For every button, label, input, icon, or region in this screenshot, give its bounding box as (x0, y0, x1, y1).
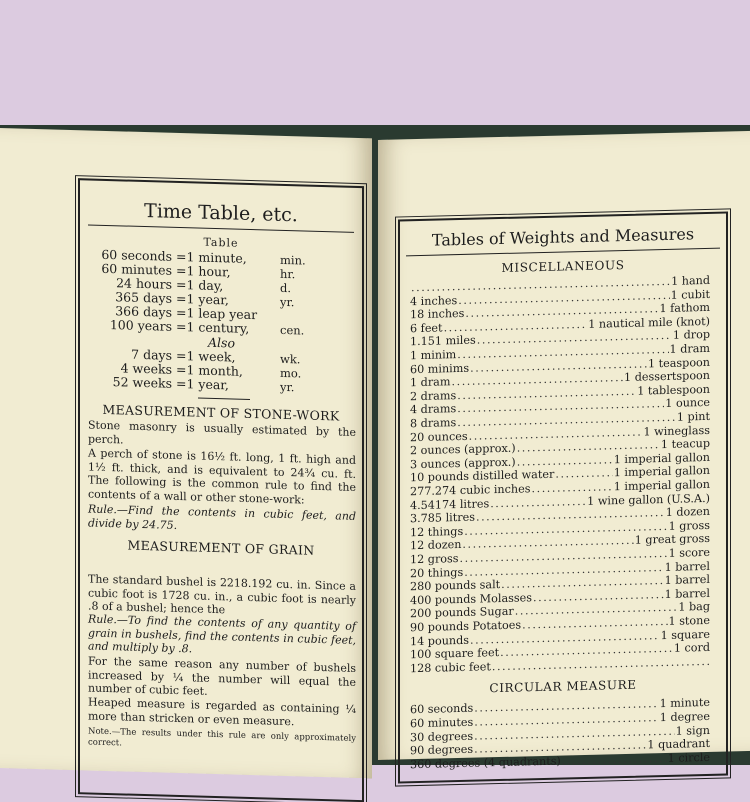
measure-equivalent: 1 tablespoon (637, 382, 710, 398)
measure-quantity: 1 dram (410, 375, 451, 390)
measure-quantity: 3.785 litres (410, 510, 475, 526)
measure-quantity: 18 inches (410, 307, 465, 322)
page-title: Tables of Weights and Measures (431, 224, 695, 250)
measure-equivalent: 1 square (660, 627, 710, 642)
dot-leader (562, 752, 667, 768)
stone-heading: MEASUREMENT OF STONE-WORK (102, 401, 340, 424)
left-page-frame (78, 178, 364, 802)
right-page-frame (398, 211, 728, 783)
measure-equivalent: 1 imperial gallon (613, 464, 710, 480)
measure-quantity: 360 degrees (4 quadrants) (410, 754, 561, 772)
measure-quantity: 14 pounds (410, 633, 470, 648)
time-row: 60 minutes =1 hour, hr. (101, 260, 296, 282)
measure-quantity: 8 drams (410, 416, 457, 431)
measure-quantity: 20 ounces (410, 429, 468, 444)
misc-heading: MISCELLANEOUS (501, 257, 625, 275)
measure-quantity: 2 ounces (approx.) (410, 441, 516, 458)
time-row: 7 days =1 week, wk. (131, 346, 301, 367)
grain-heading: MEASUREMENT OF GRAIN (127, 537, 315, 558)
dot-leader (555, 467, 612, 481)
measure-equivalent: 1 gross (668, 518, 710, 533)
grain-paragraph: The standard bushel is 2218.192 cu. in. Since a cubic foot is 1728 cu. in., a cubic foot is nearly .8 of a bushel; hence the (88, 572, 356, 617)
measure-equivalent: 1 drop (672, 328, 710, 343)
measure-equivalent: 1 cord (673, 641, 710, 655)
measure-equivalent: 1 hand (671, 273, 710, 288)
stone-rule: Rule.—Find the contents in cubic feet, and divide by 24.75. (88, 502, 356, 532)
measure-quantity: 90 pounds Potatoes (410, 618, 522, 635)
measure-quantity: 277.274 cubic inches (410, 482, 531, 499)
measure-equivalent: 1 minute (659, 696, 710, 711)
measure-quantity: 6 feet (410, 321, 443, 336)
measure-quantity: 4 inches (410, 293, 458, 308)
measure-equivalent: 1 dessertspoon (624, 369, 710, 385)
time-row: 100 years =1 century, cen. (109, 317, 305, 338)
time-row: 365 days =1 year, yr. (115, 289, 295, 310)
measure-equivalent: 1 barrel (664, 559, 710, 574)
measure-quantity: 60 minutes (410, 715, 474, 731)
measure-quantity: 400 pounds Molasses (410, 591, 532, 608)
measure-quantity: 3 ounces (approx.) (410, 455, 516, 472)
measure-quantity: 60 seconds (410, 702, 474, 717)
circular-heading: CIRCULAR MEASURE (489, 678, 637, 696)
time-row: 24 hours =1 day, d. (116, 275, 292, 296)
time-row: 4 weeks =1 month, mo. (120, 360, 302, 381)
right-page (378, 131, 750, 772)
measure-equivalent: 1 cubit (670, 287, 710, 302)
measure-equivalent: 1 barrel (664, 586, 710, 601)
measure-quantity: 12 dozen (410, 538, 462, 553)
measure-quantity: 200 pounds Sugar (410, 605, 514, 621)
measure-quantity: 30 degrees (410, 729, 474, 744)
measure-equivalent: 1 imperial gallon (613, 477, 710, 494)
measure-quantity: 12 gross (410, 552, 459, 567)
stone-paragraph: A perch of stone is 16½ ft. long, 1 ft. high and 1½ ft. thick, and is equivalent to 24¾ cu. ft. The following is the common rule to find the contents of a wall or other stone-work: (88, 446, 356, 507)
measure-equivalent: 1 barrel (664, 573, 710, 588)
measure-equivalent: 1 great gross (634, 532, 710, 548)
measure-equivalent: 1 degree (659, 709, 710, 725)
measure-equivalent: 1 wineglass (643, 423, 710, 439)
measure-quantity: 280 pounds salt (410, 578, 501, 594)
measure-quantity: 12 things (410, 524, 464, 540)
measure-equivalent: 1 pint (676, 409, 710, 424)
measure-quantity: 60 minims (410, 361, 470, 376)
grain-rule: Rule.—To find the contents of any quantity of grain in bushels, find the contents in cubic feet, and multiply by .8. (88, 612, 356, 656)
measure-quantity: 20 things (410, 565, 464, 580)
stone-paragraph: Stone masonry is usually estimated by the perch. (88, 418, 356, 446)
measure-equivalent: 1 sign (675, 723, 710, 738)
measure-equivalent: 1 stone (668, 613, 710, 628)
measure-equivalent: 1 imperial gallon (613, 450, 710, 467)
measure-quantity: 10 pounds distilled water (410, 468, 555, 485)
measure-equivalent: 1 teacup (660, 437, 710, 452)
measure-equivalent: 1 bag (678, 600, 710, 615)
measure-equivalent: 1 quadrant (647, 737, 710, 752)
time-row: 366 days =1 leap year (115, 303, 258, 323)
dot-leader (531, 480, 612, 495)
measure-equivalent: 1 dram (669, 341, 710, 356)
measure-equivalent: 1 teaspoon (647, 355, 710, 370)
measure-equivalent: 1 wine gallon (U.S.A.) (587, 491, 710, 508)
measure-quantity: 4 drams (410, 402, 457, 417)
time-row: 52 weeks =1 year, yr. (112, 374, 295, 395)
page-title: Time Table, etc. (144, 200, 298, 227)
measure-quantity: 128 cubic feet (410, 660, 491, 676)
measure-quantity: 2 drams (410, 388, 457, 404)
also-label: Also (208, 334, 235, 351)
measure-equivalent: 1 score (668, 545, 710, 560)
measure-equivalent: 1 nautical mile (knot) (588, 314, 710, 331)
grain-paragraph: Heaped measure is regarded as containing ¼ more than stricken or even measure. (88, 695, 356, 728)
time-row: 60 seconds =1 minute, min. (101, 246, 306, 268)
section-rule (198, 398, 250, 400)
measure-quantity: 1 minim (410, 348, 457, 363)
table-heading: Table (203, 235, 239, 250)
measure-quantity: 1.151 miles (410, 334, 476, 349)
grain-note: Note.—The results under this rule are only approximately correct. (88, 726, 356, 748)
measure-equivalent: 1 ounce (665, 396, 710, 411)
measure-quantity: 4.54174 litres (410, 496, 490, 512)
measure-quantity: 90 degrees (410, 742, 474, 758)
grain-paragraph: For the same reason any number of bushels increased by ¼ the number will equal the number of cubic feet. (88, 654, 356, 698)
left-page (0, 128, 372, 778)
measure-quantity: 100 square feet (410, 646, 500, 662)
measure-equivalent: 1 dozen (665, 505, 710, 520)
measure-equivalent: 1 circle (667, 750, 710, 765)
measure-equivalent: 1 fathom (659, 301, 710, 316)
